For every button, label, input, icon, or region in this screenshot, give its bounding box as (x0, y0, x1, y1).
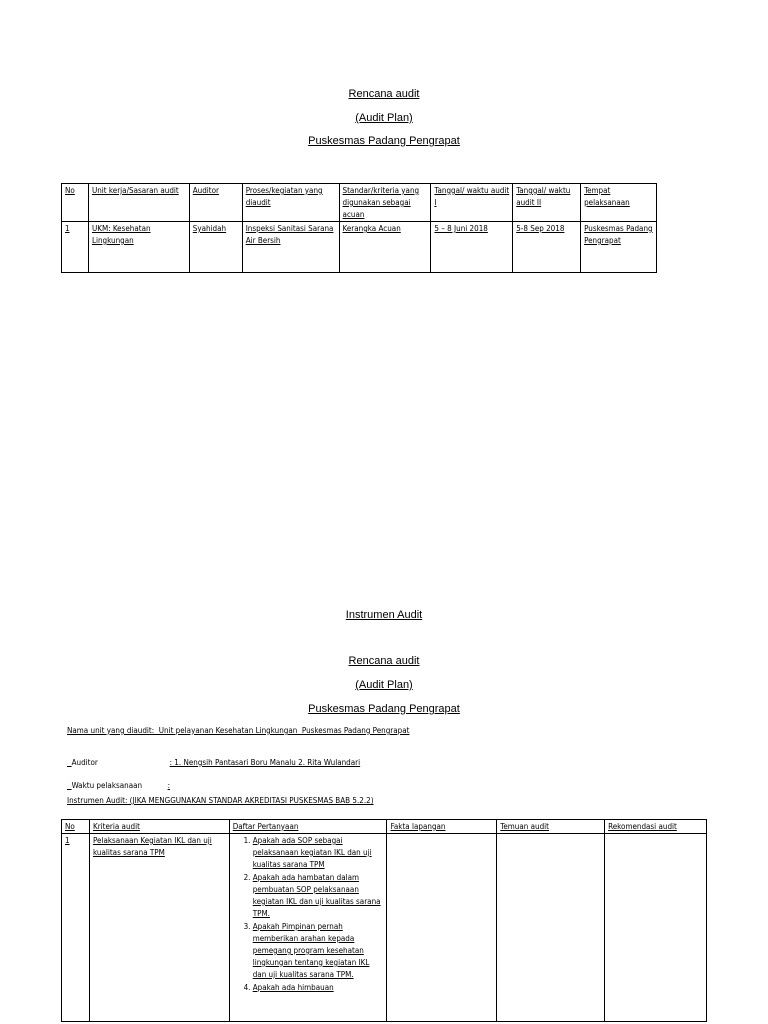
list-item: 4. Apakah ada himbauan (253, 982, 384, 994)
header-cell: Rekomendasi audit (605, 820, 707, 834)
time-label: Waktu pelaksanaan (71, 781, 143, 790)
audit-plan-table (61, 183, 657, 273)
instrument-line: Instrumen Audit: (JIKA MENGGUNAKAN STANDAR AKREDITASI PUSKESMAS BAB 5.2.2) (67, 796, 374, 805)
question-list (233, 835, 384, 994)
header-cell: No (62, 820, 90, 834)
plan-subtitle: (Audit Plan) (355, 112, 413, 124)
list-item: 1. Apakah ada SOP sebagai pelaksanaan kegiatan IKL dan uji kualitas sarana TPM (253, 835, 384, 871)
table-cell: Puskesmas Padang Pengrapat (581, 222, 657, 273)
instrument-plan-title: Rencana audit (348, 655, 420, 667)
table-header-row (62, 184, 657, 222)
instrument-heading: Instrumen Audit (345, 609, 423, 621)
auditor-label: Auditor (71, 758, 98, 767)
header-cell: Daftar Pertanyaan (229, 820, 387, 834)
plan-org: Puskesmas Padang Pengrapat (308, 135, 460, 147)
table-cell: Inspeksi Sanitasi Sarana Air Bersih (242, 222, 339, 273)
header-cell: Temuan audit (497, 820, 605, 834)
auditor-line (67, 749, 360, 767)
header-cell: Tempat pelaksanaan (581, 184, 657, 222)
header-cell: Standar/kriteria yang digunakan sebagai acuan (339, 184, 431, 222)
time-line (67, 772, 170, 790)
header-cell: Kriteria audit (89, 820, 229, 834)
auditor-value: : 1. Nengsih Pantasari Boru Manalu 2. Rita Wulandari (169, 758, 361, 767)
table-cell: 5-8 Sep 2018 (513, 222, 581, 273)
questions-cell (229, 834, 387, 1022)
table-row (62, 222, 657, 273)
header-cell: No (62, 184, 89, 222)
header-cell: Unit kerja/Sasaran audit (88, 184, 189, 222)
table-cell: Kerangka Acuan (339, 222, 431, 273)
table-cell: 5 – 8 Juni 2018 (431, 222, 513, 273)
table-cell (497, 834, 605, 1022)
header-cell: Fakta lapangan (387, 820, 497, 834)
table-row (62, 834, 707, 1022)
table-header-row (62, 820, 707, 834)
time-value: : (167, 781, 171, 790)
table-cell: 1 (62, 834, 90, 1022)
table-cell: Pelaksanaan Kegiatan IKL dan uji kualitas sarana TPM (89, 834, 229, 1022)
header-cell: Tanggal/ waktu audit I (431, 184, 513, 222)
table-cell: UKM: Kesehatan Lingkungan (88, 222, 189, 273)
header-cell: Auditor (189, 184, 242, 222)
audited-unit-line: Nama unit yang diaudit: Unit pelayanan Kesehatan Lingkungan Puskesmas Padang Pengrapat (67, 726, 410, 735)
header-cell: Proses/kegiatan yang diaudit (242, 184, 339, 222)
audit-instrument-table (61, 819, 707, 1022)
table-cell: 1 (62, 222, 89, 273)
list-item: 2. Apakah ada hambatan dalam pembuatan SOP pelaksanaan kegiatan IKL dan uji kualitas sarana TPM. (253, 872, 384, 920)
table-cell (605, 834, 707, 1022)
header-cell: Tanggal/ waktu audit II (513, 184, 581, 222)
table-cell: Syahidah (189, 222, 242, 273)
table-cell (387, 834, 497, 1022)
instrument-plan-subtitle: (Audit Plan) (355, 679, 413, 691)
instrument-plan-org: Puskesmas Padang Pengrapat (308, 703, 460, 715)
list-item: 3. Apakah Pimpinan pernah memberikan arahan kepada pemegang program kesehatan lingkungan tentang kegiatan IKL dan uji kualitas sarana TPM. (253, 921, 384, 981)
plan-title: Rencana audit (348, 88, 420, 100)
